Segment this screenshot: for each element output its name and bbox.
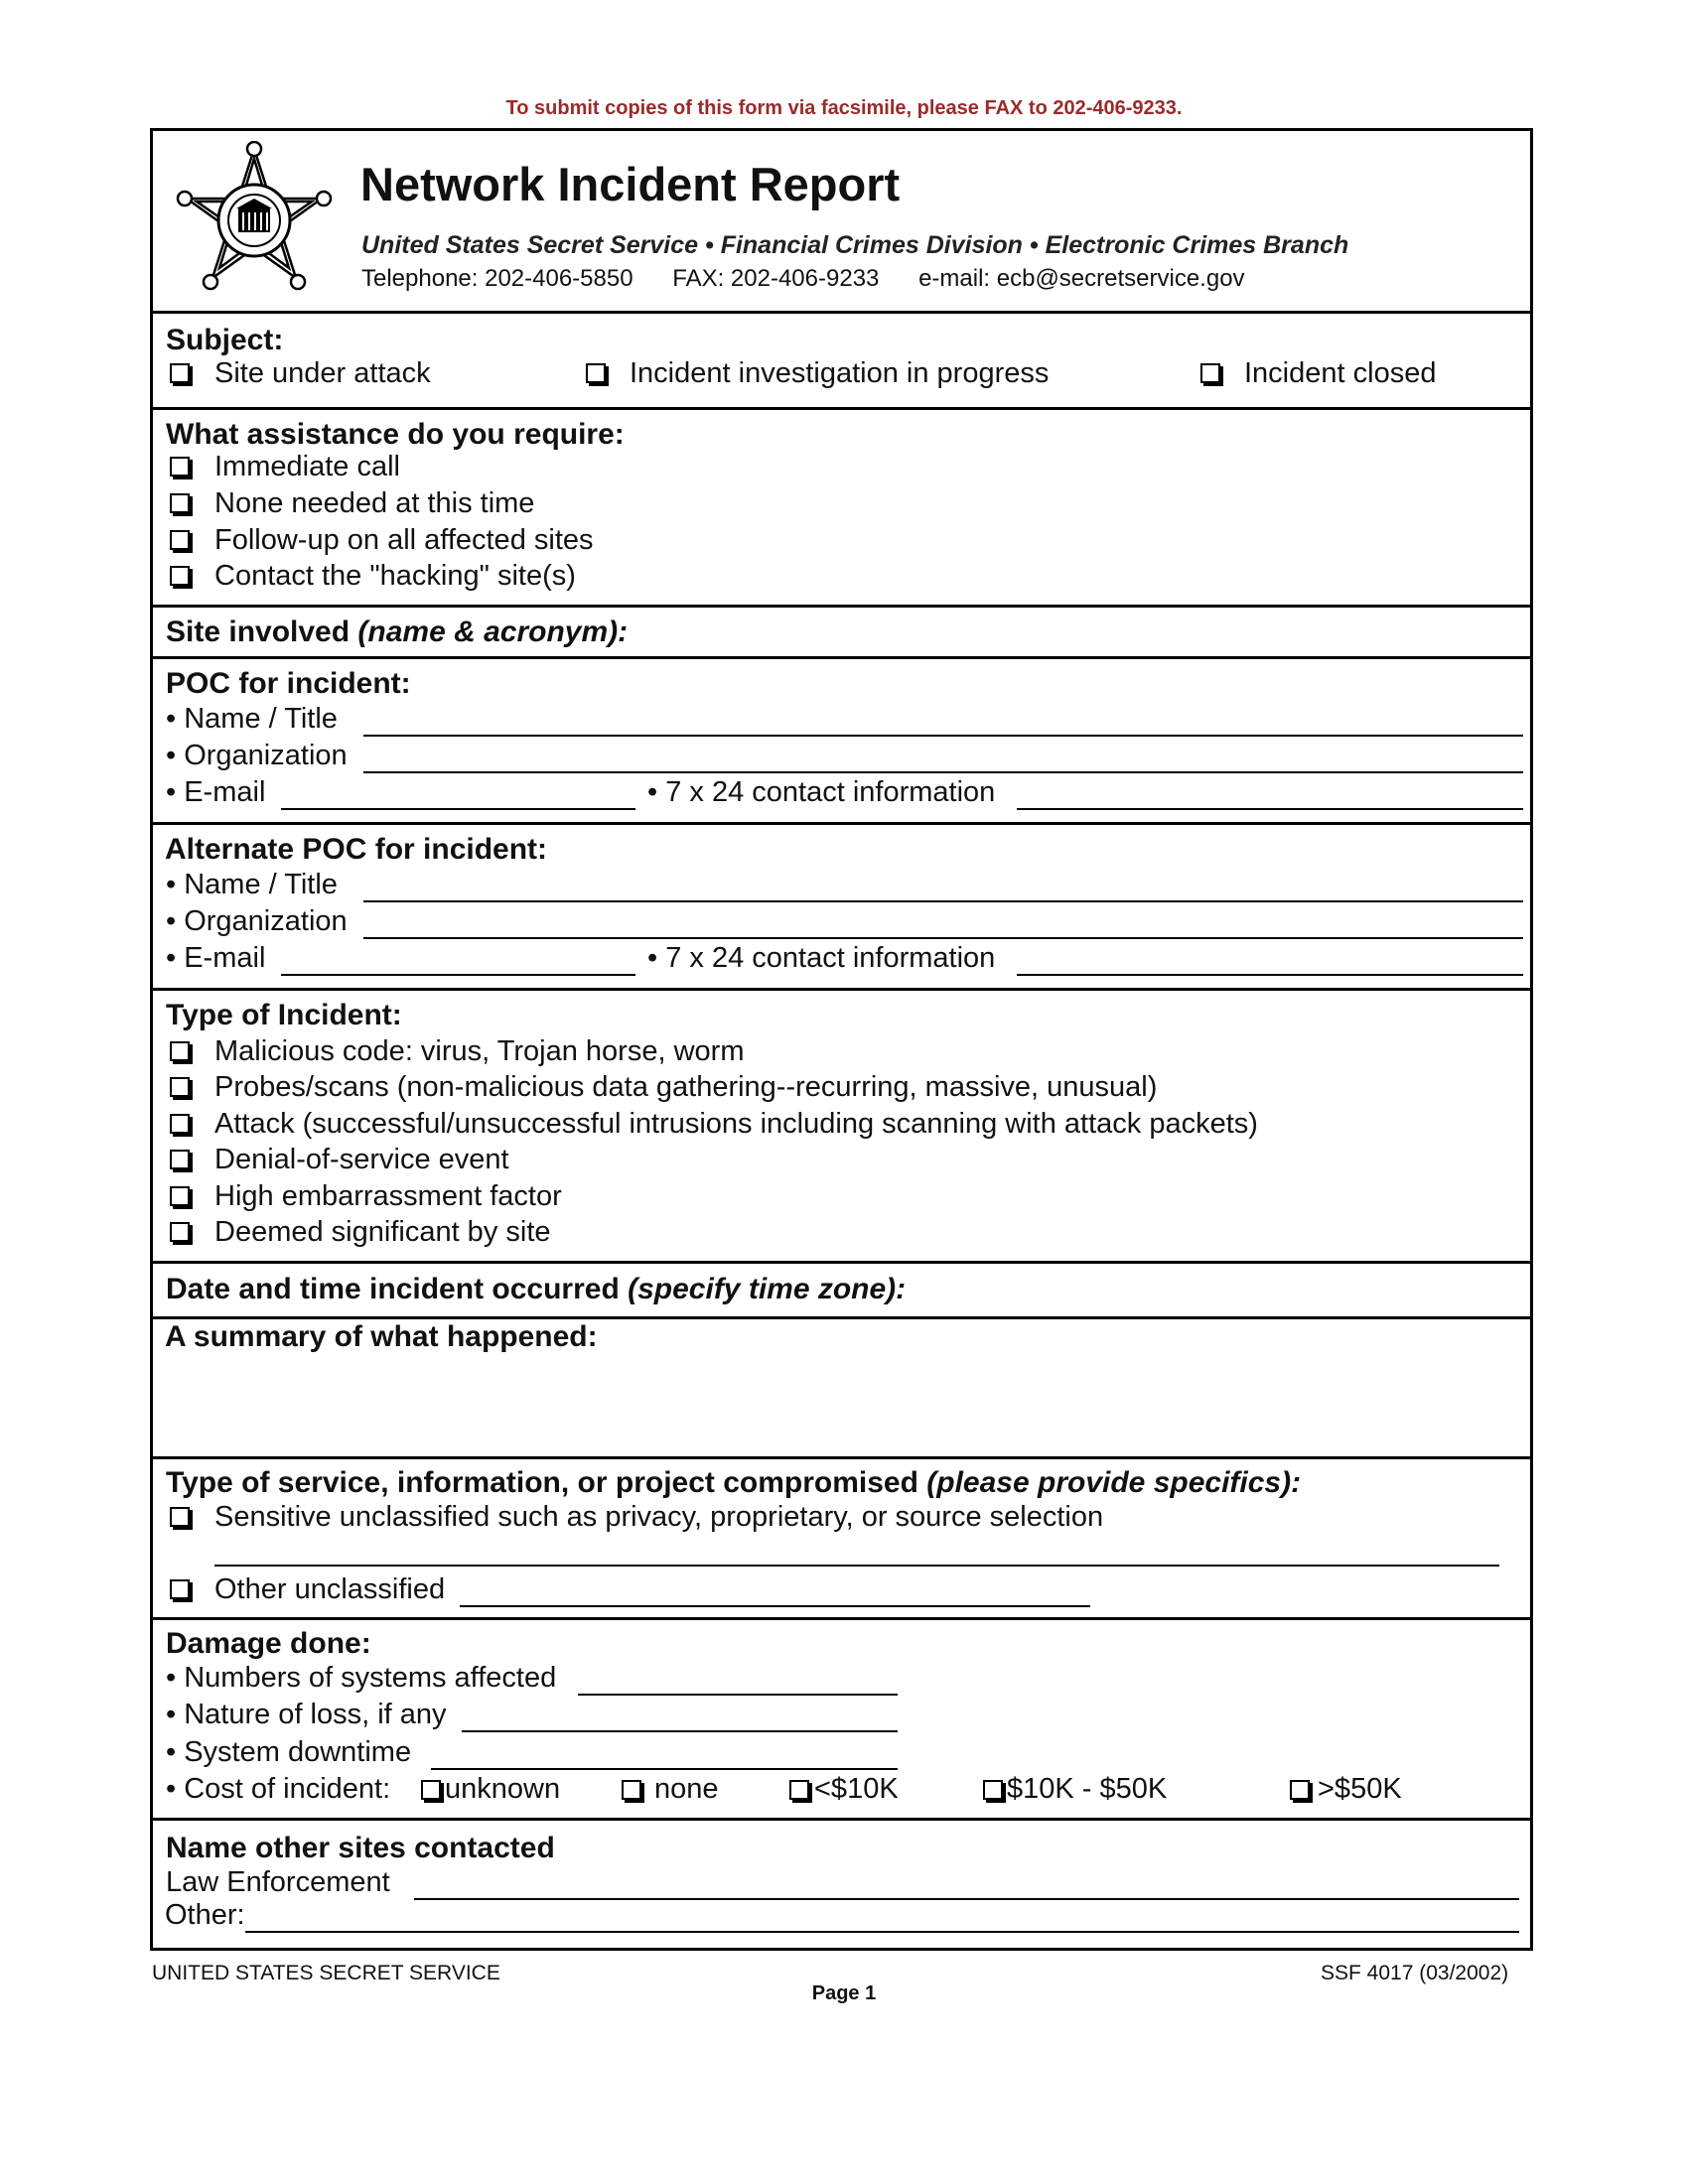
checkbox-incident-closed[interactable] <box>1200 363 1220 383</box>
poc-name-field[interactable] <box>363 735 1523 737</box>
poc-label: POC for incident: <box>166 667 411 700</box>
checkbox-cost-10k-50k[interactable] <box>983 1780 1003 1800</box>
law-enforcement-label: Law Enforcement <box>166 1866 390 1898</box>
poc-contact-field[interactable] <box>1017 808 1523 810</box>
option-label: >$50K <box>1318 1773 1402 1805</box>
contact-email: e-mail: ecb@secretservice.gov <box>918 265 1245 292</box>
page-number: Page 1 <box>811 1982 877 2004</box>
telephone-number: Telephone: 202-406-5850 <box>361 265 633 292</box>
option-label: <$10K <box>814 1773 899 1805</box>
system-downtime-field[interactable] <box>431 1768 898 1770</box>
system-downtime-label: • System downtime <box>166 1736 412 1768</box>
option-label: Contact the "hacking" site(s) <box>214 560 576 592</box>
incident-type-label: Type of Incident: <box>166 999 402 1031</box>
law-enforcement-field[interactable] <box>414 1898 1519 1900</box>
option-label: Sensitive unclassified such as privacy, proprietary, or source selection <box>214 1501 1104 1533</box>
date-time-section[interactable] <box>153 1261 1530 1316</box>
agency-subtitle: United States Secret Service • Financial Crimes Division • Electronic Crimes Branch <box>361 231 1349 259</box>
option-label: Site under attack <box>214 357 431 389</box>
secret-service-star-seal-icon <box>167 141 342 304</box>
sensitive-unclassified-field[interactable] <box>214 1565 1499 1567</box>
site-involved-label: Site involved (name & acronym): <box>166 615 629 648</box>
checkbox-denial-of-service[interactable] <box>170 1150 190 1169</box>
alt-poc-name-field[interactable] <box>363 900 1523 902</box>
alt-poc-email-label: • E-mail <box>166 942 266 974</box>
poc-section <box>153 656 1530 822</box>
systems-affected-field[interactable] <box>578 1694 898 1696</box>
other-label: Other: <box>165 1899 245 1931</box>
incident-type-section <box>153 988 1530 1261</box>
checkbox-immediate-call[interactable] <box>170 457 190 477</box>
poc-name-label: • Name / Title <box>166 703 338 735</box>
service-compromised-section <box>153 1456 1530 1617</box>
option-label: Malicious code: virus, Trojan horse, worm <box>214 1035 745 1067</box>
form-title: Network Incident Report <box>360 158 901 210</box>
assistance-label: What assistance do you require: <box>166 418 625 451</box>
damage-label: Damage done: <box>166 1627 371 1660</box>
poc-contact-label: • 7 x 24 contact information <box>647 776 996 808</box>
other-sites-label: Name other sites contacted <box>166 1832 555 1864</box>
alt-poc-contact-field[interactable] <box>1017 974 1523 976</box>
checkbox-cost-over-50k[interactable] <box>1290 1780 1310 1800</box>
checkbox-attack[interactable] <box>170 1114 190 1134</box>
assistance-section <box>153 407 1530 605</box>
form-header <box>153 131 1530 311</box>
nature-of-loss-label: • Nature of loss, if any <box>166 1699 447 1730</box>
alt-poc-name-label: • Name / Title <box>166 869 338 900</box>
option-label: Denial-of-service event <box>214 1144 509 1175</box>
alt-poc-contact-label: • 7 x 24 contact information <box>647 942 996 974</box>
date-time-label: Date and time incident occurred (specify time zone): <box>166 1273 907 1305</box>
fax-instruction: To submit copies of this form via facsimile, please FAX to 202-406-9233. <box>505 97 1183 119</box>
option-label: None needed at this time <box>214 487 535 519</box>
other-unclassified-field[interactable] <box>460 1605 1090 1607</box>
poc-org-label: • Organization <box>166 740 348 771</box>
poc-email-label: • E-mail <box>166 776 266 808</box>
other-sites-field[interactable] <box>245 1931 1519 1933</box>
option-label: High embarrassment factor <box>214 1180 562 1212</box>
option-label: unknown <box>445 1773 561 1805</box>
subject-label: Subject: <box>166 324 284 356</box>
option-label: none <box>654 1773 719 1805</box>
contact-info <box>361 265 1278 293</box>
incident-report-form <box>150 128 1533 1951</box>
summary-section[interactable] <box>153 1316 1530 1456</box>
checkbox-investigation-in-progress[interactable] <box>586 363 606 383</box>
option-label: Deemed significant by site <box>214 1216 551 1248</box>
alt-poc-org-field[interactable] <box>363 937 1523 939</box>
form-number: SSF 4017 (03/2002) <box>1321 1962 1509 1984</box>
subject-section <box>153 311 1530 407</box>
alt-poc-label: Alternate POC for incident: <box>165 833 548 866</box>
footer-agency: UNITED STATES SECRET SERVICE <box>152 1962 500 1984</box>
checkbox-contact-hacking-site[interactable] <box>170 566 190 586</box>
checkbox-follow-up[interactable] <box>170 530 190 550</box>
option-label: Probes/scans (non-malicious data gathering--recurring, massive, unusual) <box>214 1071 1158 1103</box>
option-label: Incident investigation in progress <box>630 357 1050 389</box>
option-label: Attack (successful/unsuccessful intrusions including scanning with attack packets) <box>214 1108 1258 1140</box>
alt-poc-email-field[interactable] <box>281 974 635 976</box>
checkbox-cost-none[interactable] <box>622 1780 641 1800</box>
checkbox-none-needed[interactable] <box>170 493 190 513</box>
checkbox-cost-under-10k[interactable] <box>789 1780 809 1800</box>
option-label: Follow-up on all affected sites <box>214 524 594 556</box>
site-involved-section[interactable] <box>153 605 1530 656</box>
checkbox-other-unclassified[interactable] <box>170 1579 190 1599</box>
cost-of-incident-label: • Cost of incident: <box>166 1773 391 1805</box>
poc-email-field[interactable] <box>281 808 635 810</box>
checkbox-cost-unknown[interactable] <box>421 1780 441 1800</box>
checkbox-probes-scans[interactable] <box>170 1077 190 1097</box>
summary-label: A summary of what happened: <box>165 1320 598 1353</box>
systems-affected-label: • Numbers of systems affected <box>166 1662 557 1694</box>
alternate-poc-section <box>153 822 1530 988</box>
option-label: Immediate call <box>214 451 400 482</box>
service-compromised-label: Type of service, information, or project compromised (please provide specifics): <box>166 1466 1302 1499</box>
alt-poc-org-label: • Organization <box>166 905 348 937</box>
checkbox-sensitive-unclassified[interactable] <box>170 1507 190 1527</box>
option-label: $10K - $50K <box>1007 1773 1168 1805</box>
option-label: Other unclassified <box>214 1573 446 1605</box>
nature-of-loss-field[interactable] <box>462 1730 898 1732</box>
poc-org-field[interactable] <box>363 771 1523 773</box>
checkbox-deemed-significant[interactable] <box>170 1222 190 1242</box>
fax-number: FAX: 202-406-9233 <box>672 265 880 292</box>
checkbox-malicious-code[interactable] <box>170 1041 190 1061</box>
option-label: Incident closed <box>1244 357 1437 389</box>
other-sites-section <box>153 1818 1530 1951</box>
checkbox-high-embarrassment[interactable] <box>170 1186 190 1206</box>
damage-done-section <box>153 1617 1530 1818</box>
checkbox-site-under-attack[interactable] <box>170 363 190 383</box>
